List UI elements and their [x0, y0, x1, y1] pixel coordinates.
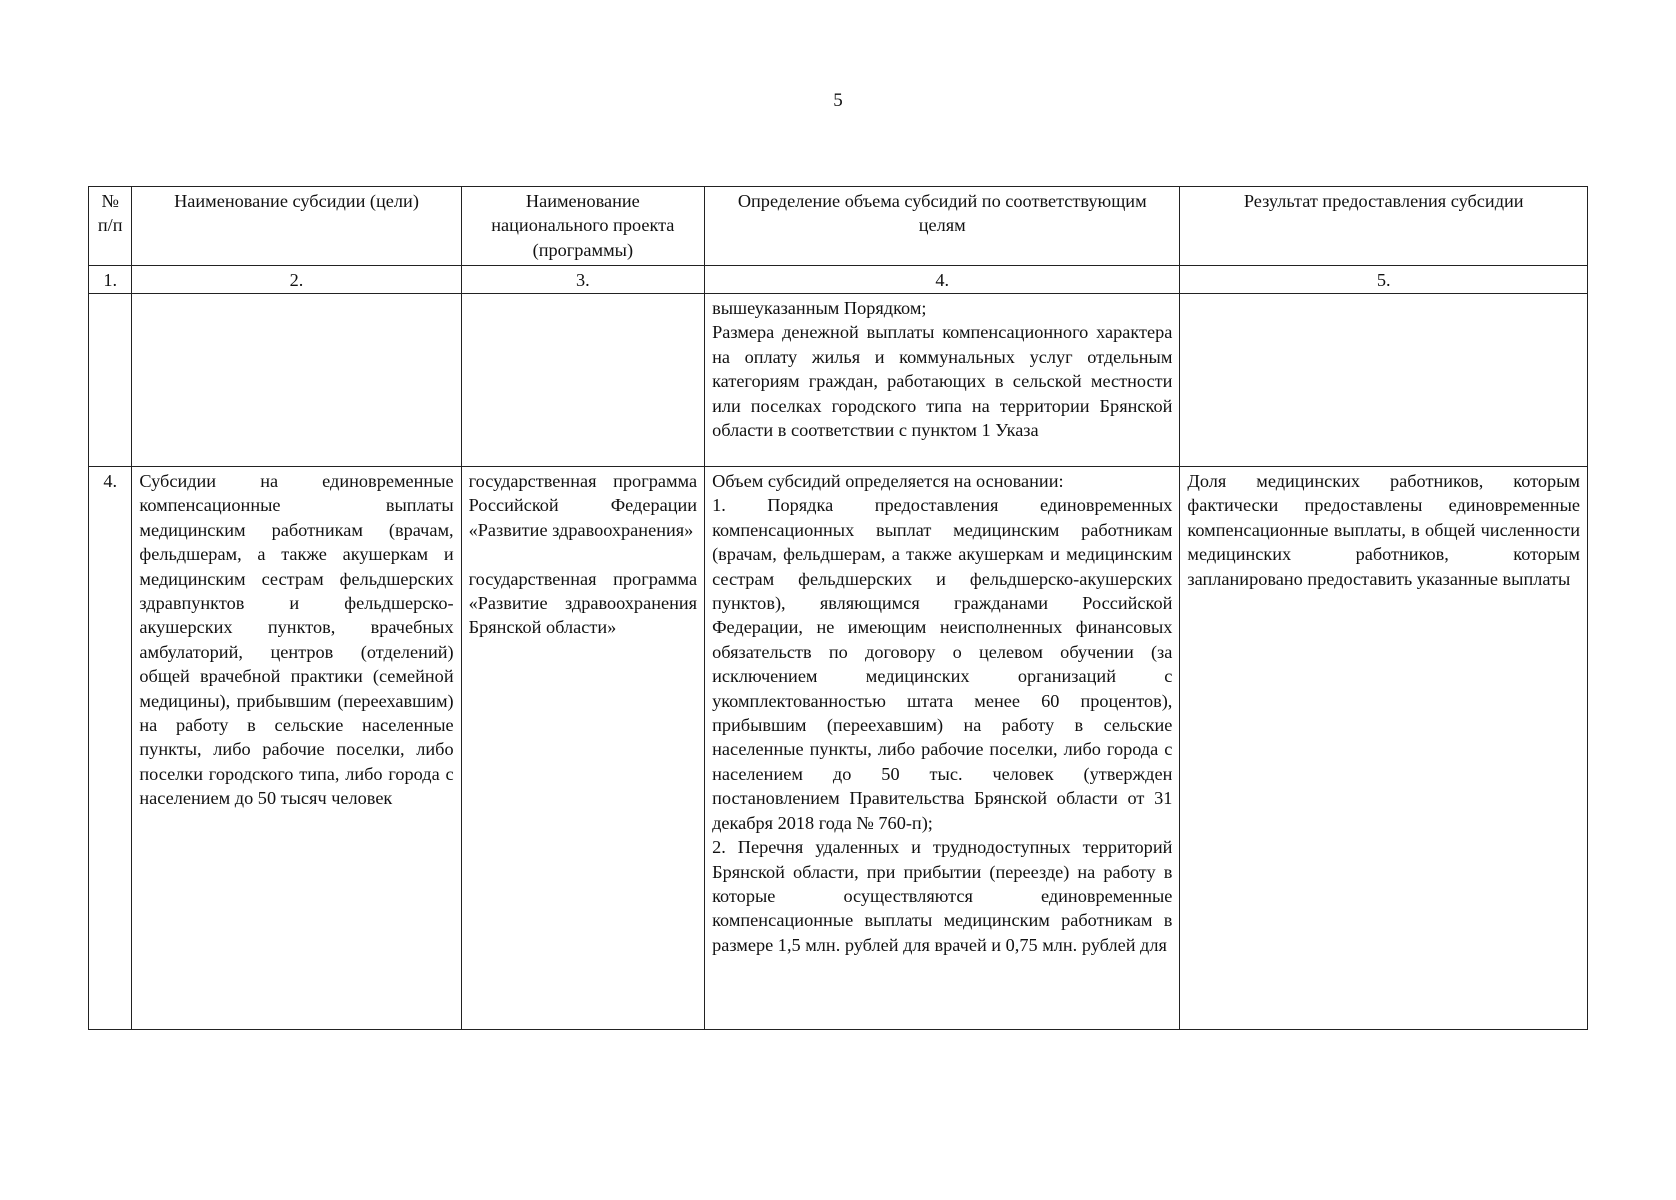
table-cell	[1180, 294, 1588, 467]
header-result: Результат предоставления субсидии	[1180, 187, 1588, 266]
volume-item-2: 2. Перечня удаленных и труднодоступных территорий Брянской области, при прибытии (переезде) на работу в которые осуществляются единовременные компенсационные выплаты медицинским работникам в размере 1,5 млн. рублей для врачей и 0,75 млн. рублей для	[712, 837, 1173, 955]
program-spacer	[469, 542, 697, 566]
table-cell	[461, 294, 704, 467]
result-cell: Доля медицинских работников, которым фактически предоставлены единовременные компенсационные выплаты, в общей численности медицинских работников, которым запланировано предоставить указанные выплаты	[1180, 467, 1588, 1030]
column-number: 4.	[705, 266, 1180, 294]
column-number-row	[89, 266, 1588, 294]
header-number: № п/п	[89, 187, 132, 266]
volume-continuation-cell	[705, 294, 1180, 467]
program-cell	[461, 467, 704, 1030]
table-row	[89, 294, 1588, 467]
header-subsidy-name: Наименование субсидии (цели)	[132, 187, 461, 266]
program-regional: государственная программа «Развитие здравоохранения Брянской области»	[468, 568, 698, 638]
row-number: 4.	[89, 467, 132, 1030]
table-cell	[132, 294, 461, 467]
subsidy-table	[88, 186, 1588, 1030]
column-number: 5.	[1180, 266, 1588, 294]
table-row	[89, 467, 1588, 1030]
program-federal: государственная программа Российской Федерации «Развитие здравоохранения»	[468, 471, 698, 540]
volume-definition-cell	[705, 467, 1180, 1030]
table-header-row	[89, 187, 1588, 266]
column-number: 1.	[89, 266, 132, 294]
page-number: 5	[833, 90, 843, 111]
volume-continuation-text: Размера денежной выплаты компенсационного характера на оплату жилья и коммунальных услуг отдельным категориям граждан, работающих в сельской местности или поселках городского типа на территории Брянской области в соответствии с пунктом 1 Указа	[712, 322, 1173, 441]
volume-intro: Объем субсидий определяется на основании:	[712, 471, 1064, 491]
volume-item-1: 1. Порядка предоставления единовременных компенсационных выплат медицинским работникам (врачам, фельдшерам, а также акушеркам и медицинским сестрам фельдшерских и фельдшерско-акушерских пунктов), являющимся гражданами Российской Федерации, не имеющим неисполненных финансовых обязательств по договору о целевом обучении (за исключением медицинских организаций с укомплектованностью штата менее 60 процентов), прибывшим (переехавшим) на работу в сельские населенные пункты, либо рабочие поселки, либо города с населением до 50 тыс. человек (утвержден постановлением Правительства Брянской области от 31 декабря 2018 года № 760-п);	[712, 495, 1173, 833]
column-number: 2.	[132, 266, 461, 294]
volume-continuation-line: вышеуказанным Порядком;	[712, 298, 927, 318]
header-project-name: Наименование национального проекта (программы)	[461, 187, 704, 266]
table-cell	[89, 294, 132, 467]
column-number: 3.	[461, 266, 704, 294]
subsidy-name-cell: Субсидии на единовременные компенсационные выплаты медицинским работникам (врачам, фельдшерам, а также акушеркам и медицинским сестрам фельдшерских здравпунктов и фельдшерско-акушерских пунктов, врачебных амбулаторий, центров (отделений) общей врачебной практики (семейной медицины), прибывшим (переехавшим) на работу в сельские населенные пункты, либо рабочие поселки, либо поселки городского типа, либо города с населением до 50 тысяч человек	[132, 467, 461, 1030]
header-volume-definition: Определение объема субсидий по соответствующим целям	[705, 187, 1180, 266]
